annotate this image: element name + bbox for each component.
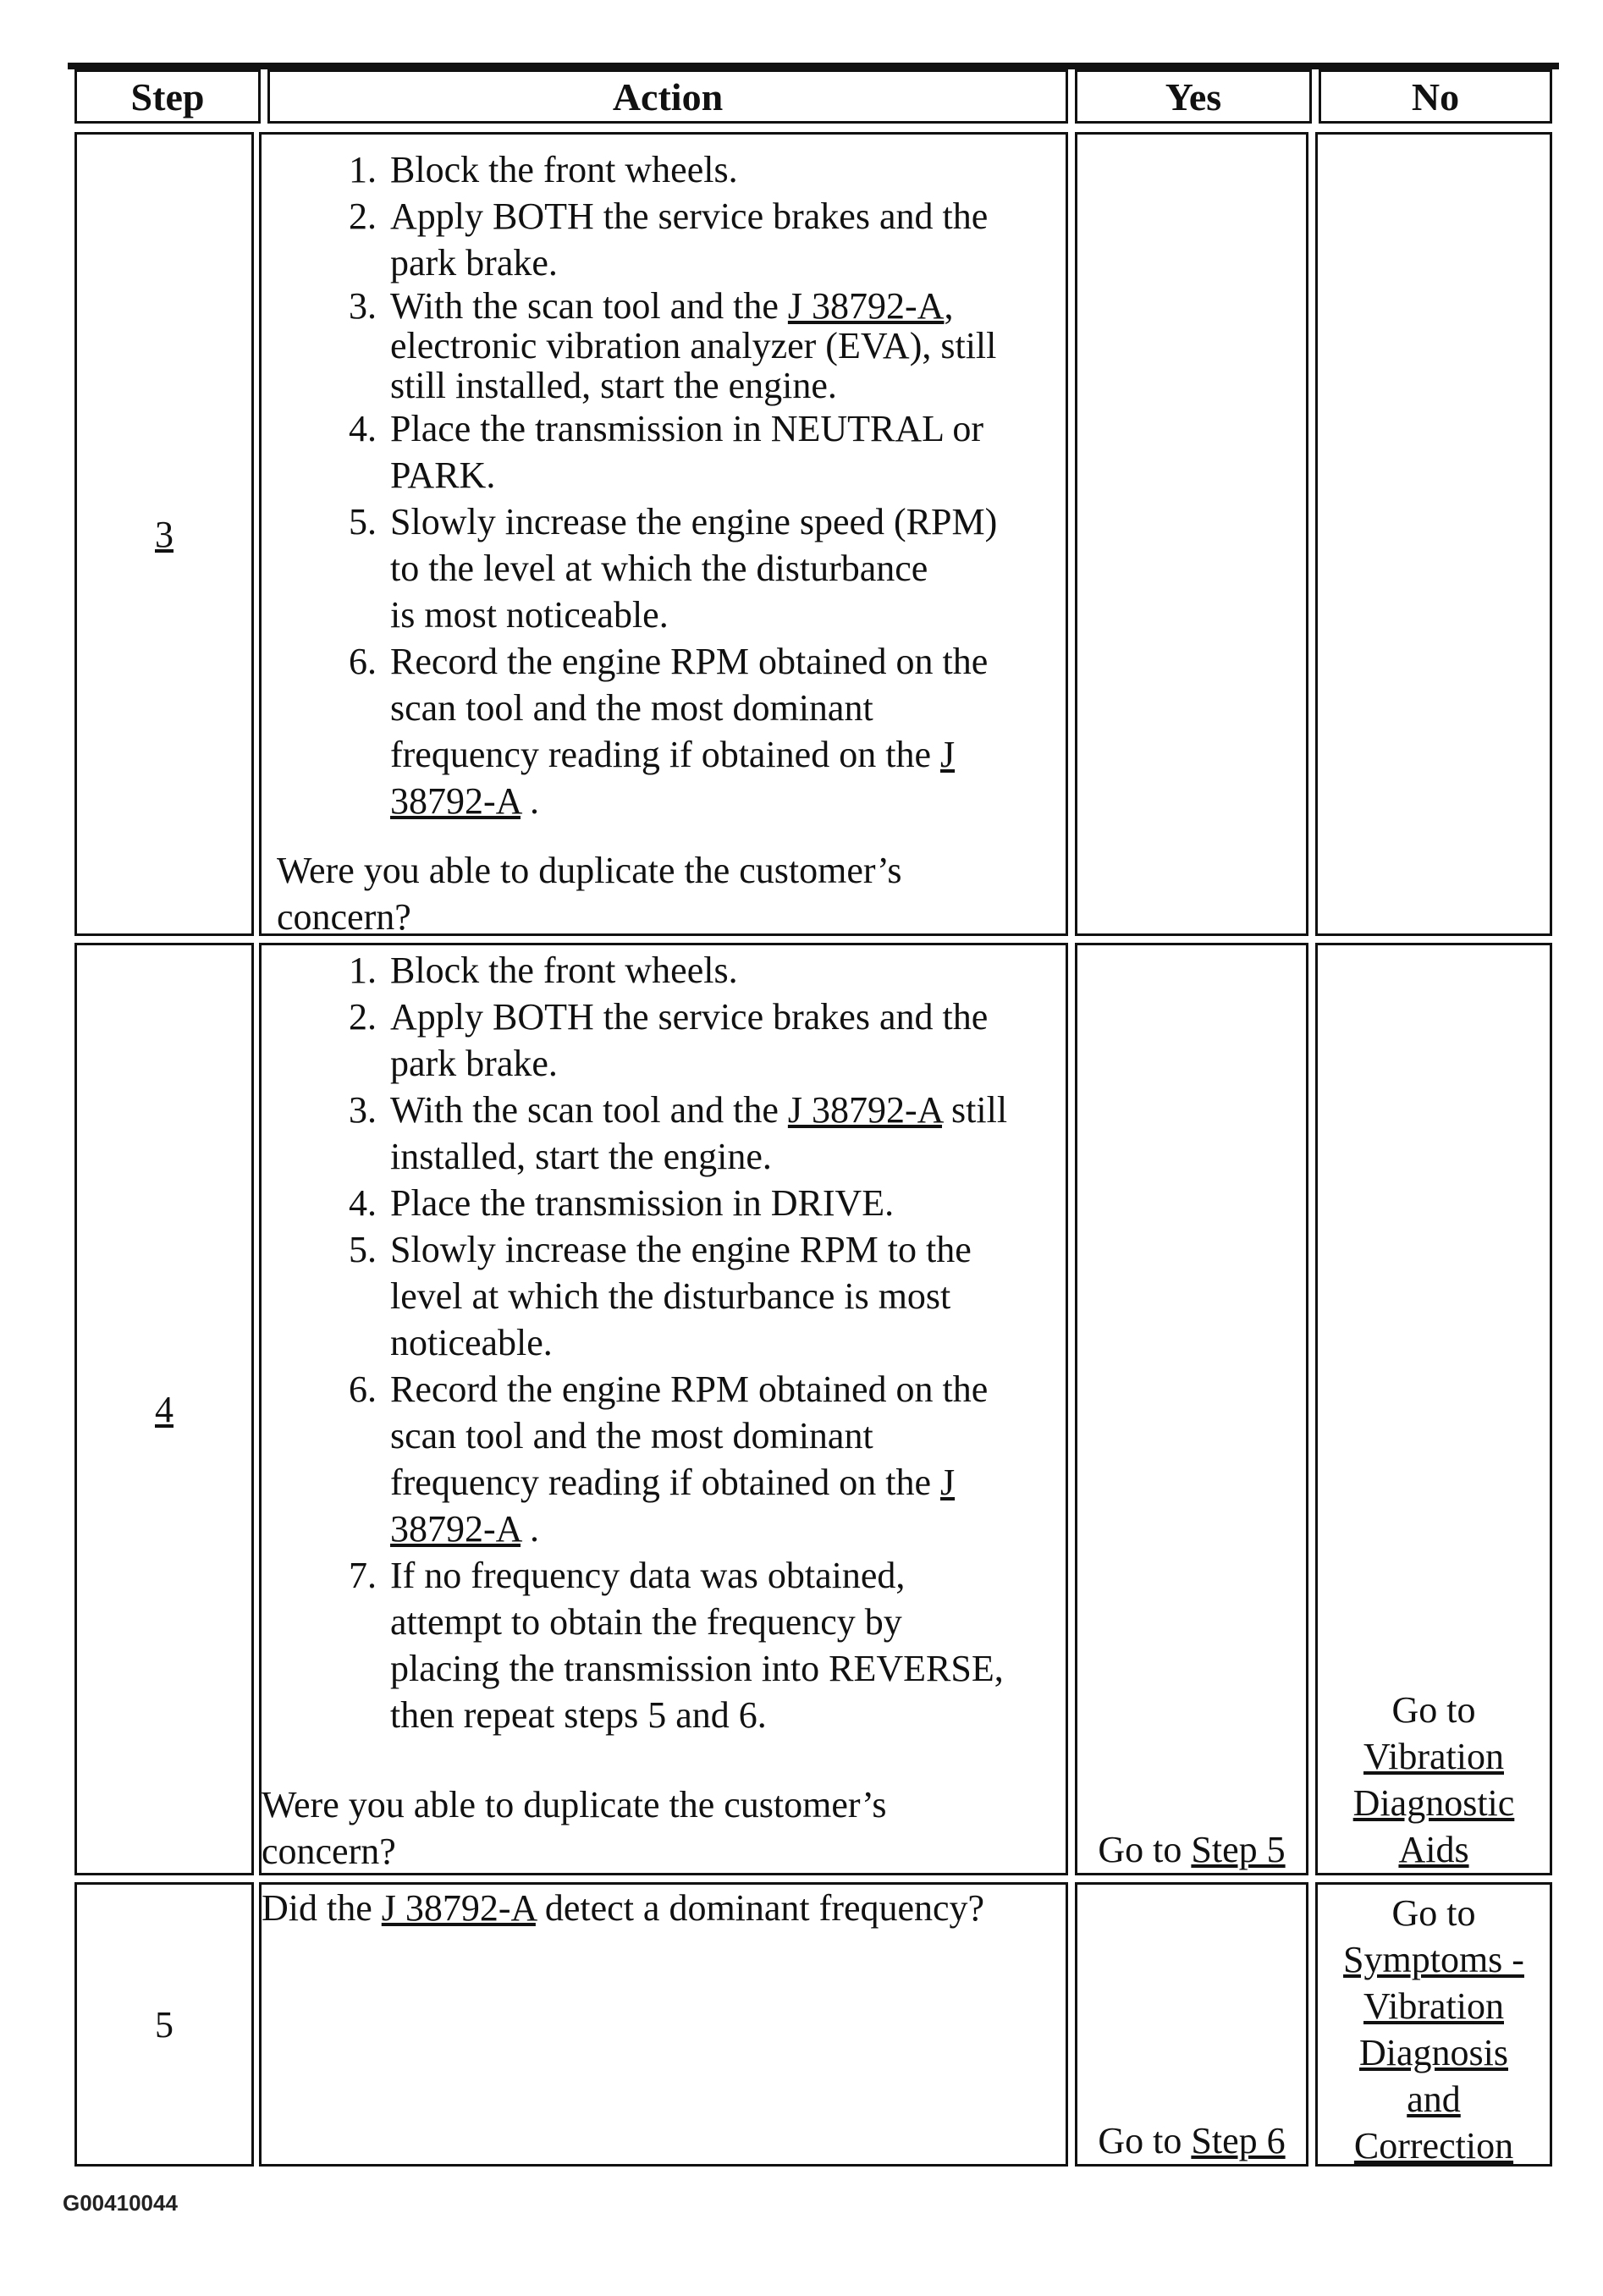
symptoms-vibration-diagnosis-link[interactable]: Symptoms - Vibration Diagnosis and Correction [1343,1939,1524,2167]
list-item: 6. Record the engine RPM obtained on the scan tool and the most dominant frequency reading if obtained on the J 38792-A . [349,641,989,822]
step-link-3[interactable]: 3 [155,513,174,555]
list-item: 4. Place the transmission in NEUTRAL or PARK. [349,408,984,496]
list-item: 3. With the scan tool and the J 38792-A still installed, start the engine. [349,1089,1008,1177]
goto-no-5: Go to Symptoms - Vibration Diagnosis and Correction [1343,1892,1524,2167]
diagnostic-table [68,63,1559,2167]
no-cell-3 [1315,132,1552,936]
header-action: Action [267,69,1068,124]
step-link-4[interactable]: 4 [155,1388,174,1430]
j38792a-link[interactable]: J 38792-A [787,1089,943,1131]
action-list-3 [262,146,1066,824]
action-list-4 [262,947,1066,1738]
list-item: 3. With the scan tool and the J 38792-A, electronic vibration analyzer (EVA), still still installed, start the engine. [349,285,997,406]
header-no: No [1319,69,1552,124]
no-cell-5 [1315,1882,1552,2167]
step-6-link[interactable]: Step 6 [1191,2120,1286,2161]
step-5-link[interactable]: Step 5 [1191,1829,1286,1870]
list-item: 2. Apply BOTH the service brakes and the park brake. [349,195,989,284]
header-yes: Yes [1075,69,1312,124]
list-item: 1. Block the front wheels. [349,149,738,190]
list-item: 2. Apply BOTH the service brakes and the park brake. [349,996,989,1084]
header-step: Step [74,69,261,124]
list-item: 4. Place the transmission in DRIVE. [349,1182,895,1224]
j38792a-link[interactable]: J [939,1462,956,1503]
j38792a-link[interactable]: J 38792-A [381,1887,536,1929]
question-text: Were you able to duplicate the customer’s concern? [277,850,902,938]
action-cell-4 [259,943,1068,1875]
list-item: 6. Record the engine RPM obtained on the scan tool and the most dominant frequency reading if obtained on the J 38792-A . [349,1368,989,1550]
vibration-diagnostic-aids-link[interactable]: Vibration Diagnostic Aids [1352,1736,1515,1870]
j38792a-link[interactable]: 38792-A [390,1508,521,1550]
yes-cell-4 [1075,943,1308,1875]
list-item: 5. Slowly increase the engine speed (RPM) to the level at which the disturbance is most noticeable. [349,501,998,636]
action-cell-5 [259,1882,1068,2167]
step-cell-4 [74,943,254,1875]
list-item: 7. If no frequency data was obtained, attempt to obtain the frequency by placing the transmission into REVERSE, then repeat steps 5 and 6. [349,1555,1004,1736]
step-cell-5: 5 [74,1882,254,2167]
j38792a-link[interactable]: J 38792-A [787,285,945,327]
no-cell-4 [1315,943,1552,1875]
question-text: Did the J 38792-A detect a dominant frequency? [262,1887,985,1929]
j38792a-link[interactable]: J [939,734,956,775]
goto-yes-5: Go to Step 6 [1098,2120,1286,2161]
list-item: 5. Slowly increase the engine RPM to the level at which the disturbance is most noticeable. [349,1229,972,1363]
j38792a-link[interactable]: 38792-A [390,780,521,822]
list-item: 1. Block the front wheels. [349,950,738,991]
yes-cell-3 [1075,132,1308,936]
step-cell-3 [74,132,254,936]
yes-cell-5 [1075,1882,1308,2167]
goto-no-4: Go to Vibration Diagnostic Aids [1352,1689,1515,1870]
figure-id: G00410044 [63,2190,178,2216]
goto-yes-4: Go to Step 5 [1098,1829,1286,1870]
question-text: Were you able to duplicate the customer’s concern? [262,1784,887,1872]
action-cell-3 [259,132,1068,936]
